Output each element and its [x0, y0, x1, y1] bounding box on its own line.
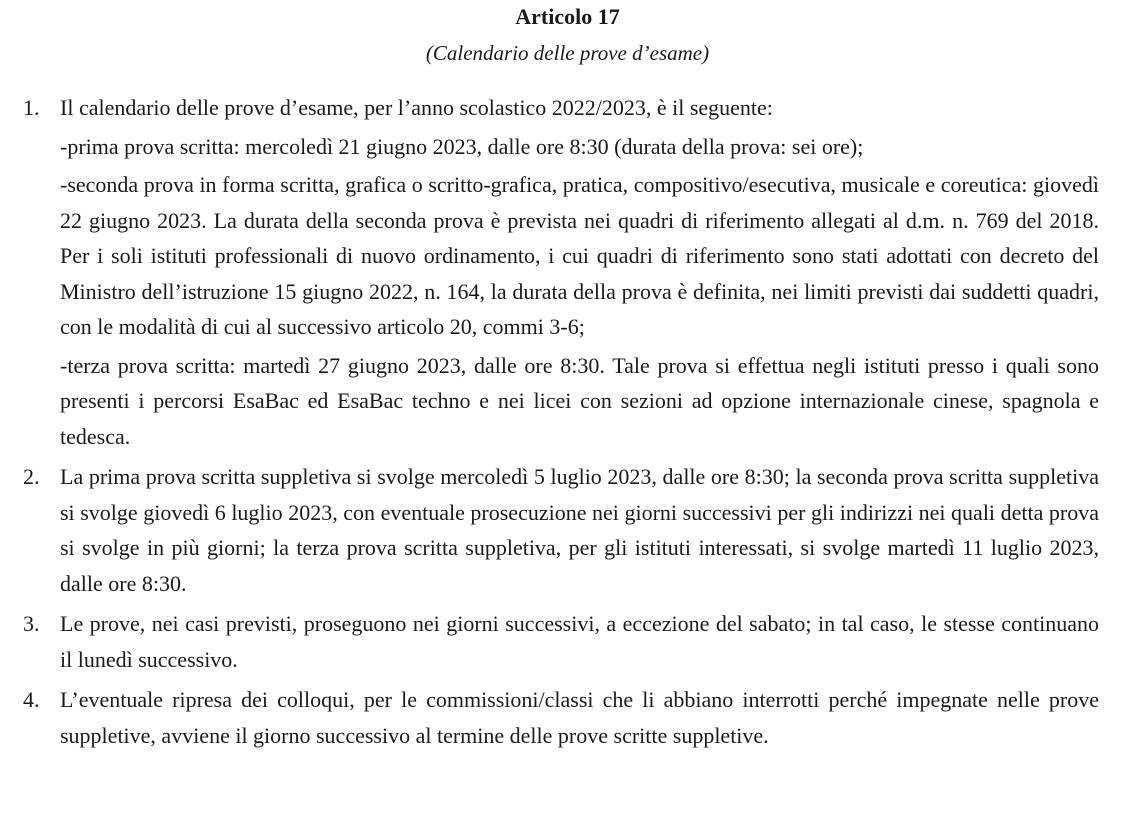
list-item-4: [0, 682, 1099, 753]
article-subtitle: (Calendario delle prove d’esame): [425, 41, 710, 65]
paragraph: -prima prova scritta: mercoledì 21 giugno 2023, dalle ore 8:30 (durata della prova: sei ore);: [60, 133, 864, 159]
paragraph: Le prove, nei casi previsti, proseguono nei giorni successivi, a eccezione del sabato; in tal caso, le stesse continuano il lunedì successivo.: [60, 611, 1099, 672]
list-item-number: 3.: [23, 611, 40, 636]
paragraph: L’eventuale ripresa dei colloqui, per le commissioni/classi che li abbiano interrotti perché impegnate nelle prove suppletive, avviene il giorno successivo al termine delle prove scritte suppletive.: [60, 687, 1099, 748]
paragraph: -terza prova scritta: martedì 27 giugno 2023, dalle ore 8:30. Tale prova si effettua negli istituti presso i quali sono presenti i percorsi EsaBac ed EsaBac techno e nei licei con sezioni ad opzione internazionale cinese, spagnola e tedesca.: [60, 352, 1099, 449]
article-title: Articolo 17: [515, 4, 620, 29]
list-item-number: 2.: [23, 464, 40, 489]
numbered-list: [0, 90, 1135, 758]
paragraph: -seconda prova in forma scritta, grafica o scritto-grafica, pratica, compositivo/esecutiva, musicale e coreutica: giovedì 22 giugno 2023. La durata della seconda prova è prevista nei quadri di riferimento allegati al d.m. n. 769 del 2018. Per i soli istituti professionali di nuovo ordinamento, i cui quadri di riferimento sono stati adottati con decreto del Ministro dell’istruzione 15 giugno 2022, n. 164, la durata della prova è definita, nei limiti previsti dai suddetti quadri, con le modalità di cui al successivo articolo 20, commi 3-6;: [60, 172, 1099, 339]
list-item-2: [0, 459, 1099, 601]
paragraph: La prima prova scritta suppletiva si svolge mercoledì 5 luglio 2023, dalle ore 8:30; la seconda prova scritta suppletiva si svolge giovedì 6 luglio 2023, con eventuale prosecuzione nei giorni successivi per gli indirizzi nei quali detta prova si svolge in più giorni; la terza prova scritta suppletiva, per gli istituti interessati, si svolge martedì 11 luglio 2023, dalle ore 8:30.: [60, 464, 1099, 596]
paragraph: Il calendario delle prove d’esame, per l’anno scolastico 2022/2023, è il seguente:: [60, 95, 773, 120]
list-item-number: 1.: [23, 95, 40, 120]
list-item-3: [0, 606, 1099, 677]
list-item-1: [0, 90, 1099, 454]
list-item-number: 4.: [23, 687, 40, 712]
